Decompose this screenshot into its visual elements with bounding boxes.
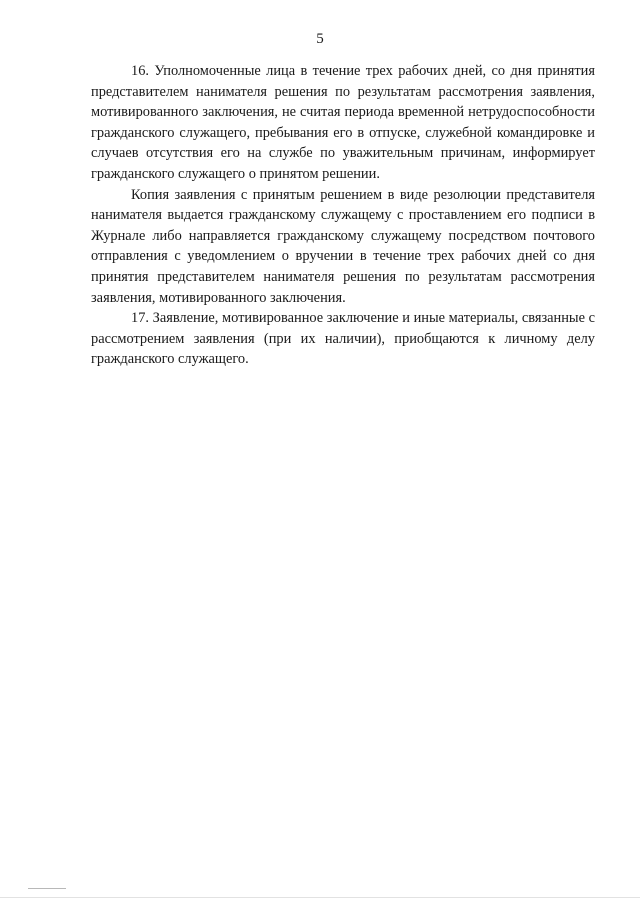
paragraph-copy-of-application: Копия заявления с принятым решением в виде резолюции представителя нанимателя выдается гражданскому служащему с проставлением его подписи в Журнале либо направляется гражданскому служащему посредством почтового отправления с уведомлением о вручении в течение трех рабочих дней со дня принятия представителем нанимателя решения по результатам рассмотрения заявления, мотивированного заключения. [91,186,595,306]
scan-bottom-edge [0,897,640,898]
page-number: 5 [316,31,324,47]
document-body [91,61,595,370]
paragraph-17: 17. Заявление, мотивированное заключение и иные материалы, связанные с рассмотрением заявления (при их наличии), приобщаются к личному делу гражданского служащего. [91,310,595,368]
scan-edge-mark [28,888,66,889]
paragraph-16: 16. Уполномоченные лица в течение трех рабочих дней, со дня принятия представителем нанимателя решения по результатам рассмотрения заявления, мотивированного заключения, не считая периода временной нетрудоспособности гражданского служащего, пребывания его в отпуске, служебной командировке и случаев отсутствия его на службе по уважительным причинам, информирует гражданского служащего о принятом решении. [91,63,595,182]
